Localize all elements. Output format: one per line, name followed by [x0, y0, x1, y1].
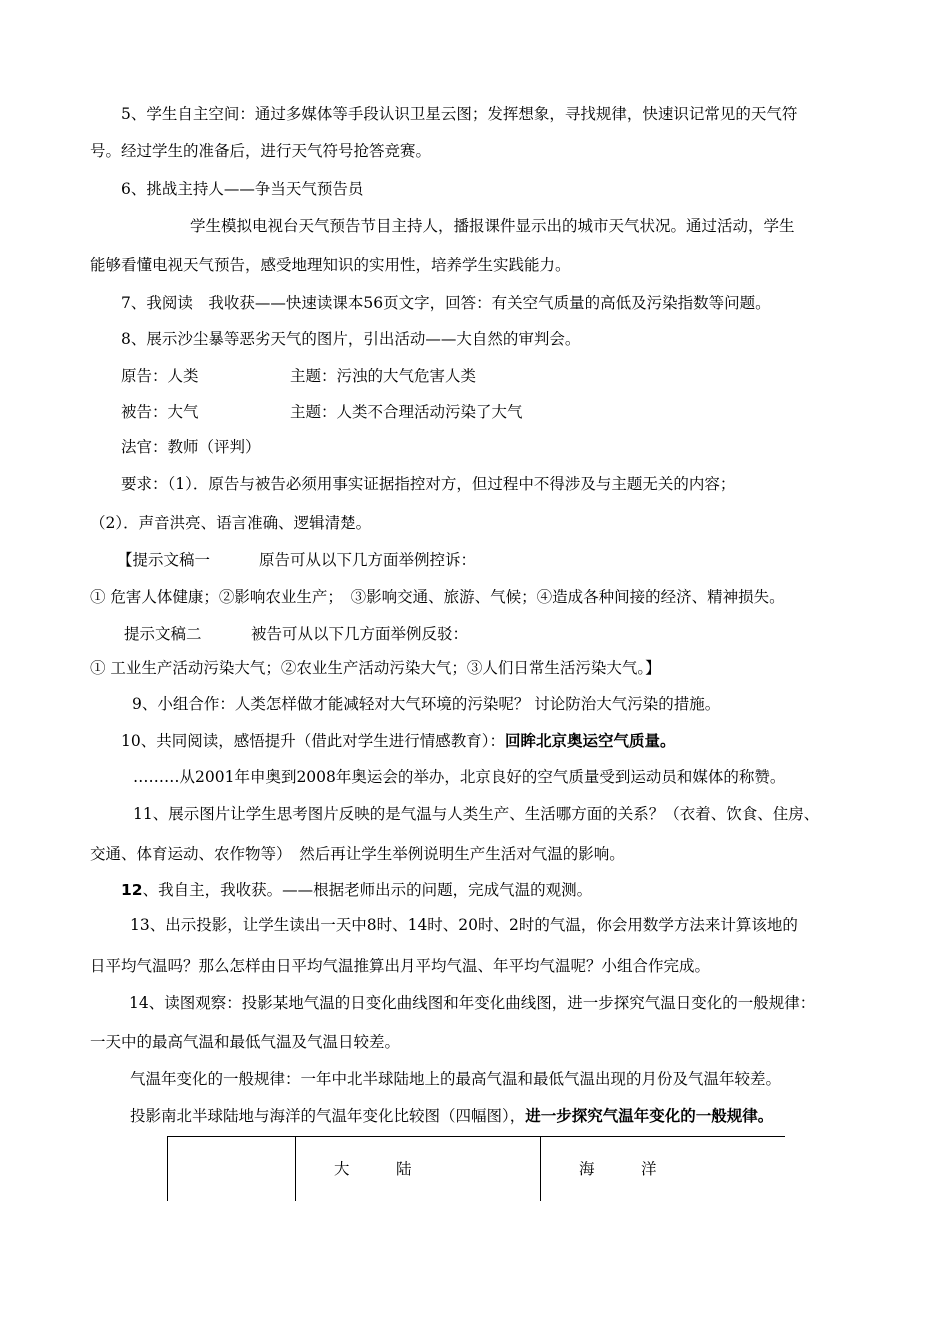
table-cell-continent	[296, 1137, 541, 1202]
requirements-line-1: 要求：（1）．原告与被告必须用事实证据指控对方，但过程中不得涉及与主题无关的内容；	[121, 475, 736, 493]
paragraph-9: 9、小组合作：人类怎样做才能减轻对大气环境的污染呢？ 讨论防治大气污染的措施。	[132, 695, 721, 713]
projection-text: 投影南北半球陆地与海洋的气温年变化比较图（四幅图），	[130, 1107, 526, 1125]
requirements-line-2: （2）．声音洪亮、语言准确、逻辑清楚。	[90, 514, 372, 532]
paragraph-12	[121, 880, 592, 900]
continent-label: 大 陆	[334, 1160, 412, 1178]
table-cell-ocean	[541, 1137, 786, 1202]
table-cell-empty	[168, 1137, 296, 1202]
defendant-label: 被告：大气	[121, 403, 199, 421]
projection-line	[130, 1106, 773, 1126]
paragraph-10-text: 10、共同阅读，感悟提升（借此对学生进行情感教育）：	[121, 732, 505, 750]
paragraph-14-line-2: 一天中的最高气温和最低气温及气温日较差。	[90, 1033, 401, 1051]
paragraph-6-heading: 6、挑战主持人——争当天气预告员	[121, 180, 364, 198]
annual-variation-rule: 气温年变化的一般规律：一年中北半球陆地上的最高气温和最低气温出现的月份及气温年较差。	[130, 1070, 782, 1088]
paragraph-11-line-2: 交通、体育运动、农作物等） 然后再让学生举例说明生产生活对气温的影响。	[90, 845, 625, 863]
judge-label: 法官：教师（评判）	[121, 438, 261, 456]
hint-2-items: ① 工业生产活动污染大气；②农业生产活动污染大气；③人们日常生活污染大气。】	[90, 659, 661, 677]
plaintiff-topic: 主题：污浊的大气危害人类	[290, 367, 477, 385]
plaintiff-label: 原告：人类	[121, 367, 199, 385]
paragraph-6-line-1: 学生模拟电视台天气预告节目主持人，播报课件显示出的城市天气状况。通过活动，学生	[190, 217, 795, 235]
comparison-table	[167, 1136, 785, 1201]
hint-2-label: 提示文稿二	[124, 625, 202, 643]
paragraph-14-line-1: 14、读图观察：投影某地气温的日变化曲线图和年变化曲线图，进一步探究气温日变化的一般规律：	[129, 994, 816, 1012]
paragraph-6-line-2: 能够看懂电视天气预告，感受地理知识的实用性，培养学生实践能力。	[90, 256, 571, 274]
hint-1-label: 【提示文稿一	[117, 551, 211, 569]
ocean-label: 海 洋	[579, 1160, 657, 1178]
defendant-topic: 主题：人类不合理活动污染了大气	[290, 403, 523, 421]
hint-1-items: ① 危害人体健康；②影响农业生产； ③影响交通、旅游、气候；④造成各种间接的经济、精神损失。	[90, 588, 785, 606]
paragraph-10	[121, 731, 676, 751]
paragraph-5-line-2: 号。经过学生的准备后，进行天气符号抢答竞赛。	[90, 142, 432, 160]
table-row	[168, 1137, 786, 1202]
paragraph-13-line-1: 13、出示投影，让学生读出一天中8时、14时、20时、2时的气温，你会用数学方法来计算该地的	[130, 916, 798, 934]
paragraph-10-bold: 回眸北京奥运空气质量。	[504, 732, 676, 750]
paragraph-8: 8、展示沙尘暴等恶劣天气的图片，引出活动——大自然的审判会。	[121, 330, 581, 348]
paragraph-12-text: 、我自主，我收获。——根据老师出示的问题，完成气温的观测。	[142, 881, 593, 899]
paragraph-12-number: 12	[121, 881, 143, 899]
paragraph-13-line-2: 日平均气温吗？那么怎样由日平均气温推算出月平均气温、年平均气温呢？小组合作完成。	[90, 957, 711, 975]
paragraph-5-line-1: 5、学生自主空间：通过多媒体等手段认识卫星云图；发挥想象，寻找规律，快速识记常见的天气符	[121, 105, 798, 123]
paragraph-10-detail: ………从2001年申奥到2008年奥运会的举办，北京良好的空气质量受到运动员和媒体的称赞。	[133, 768, 786, 786]
projection-bold: 进一步探究气温年变化的一般规律。	[525, 1107, 774, 1125]
paragraph-11-line-1: 11、展示图片让学生思考图片反映的是气温与人类生产、生活哪方面的关系？（衣着、饮食、住房、	[133, 805, 820, 823]
paragraph-7: 7、我阅读 我收获——快速读课本56页文字，回答：有关空气质量的高低及污染指数等问题。	[121, 294, 771, 312]
hint-1-text: 原告可从以下几方面举例控诉：	[259, 551, 477, 569]
hint-2-text: 被告可从以下几方面举例反驳：	[251, 625, 469, 643]
